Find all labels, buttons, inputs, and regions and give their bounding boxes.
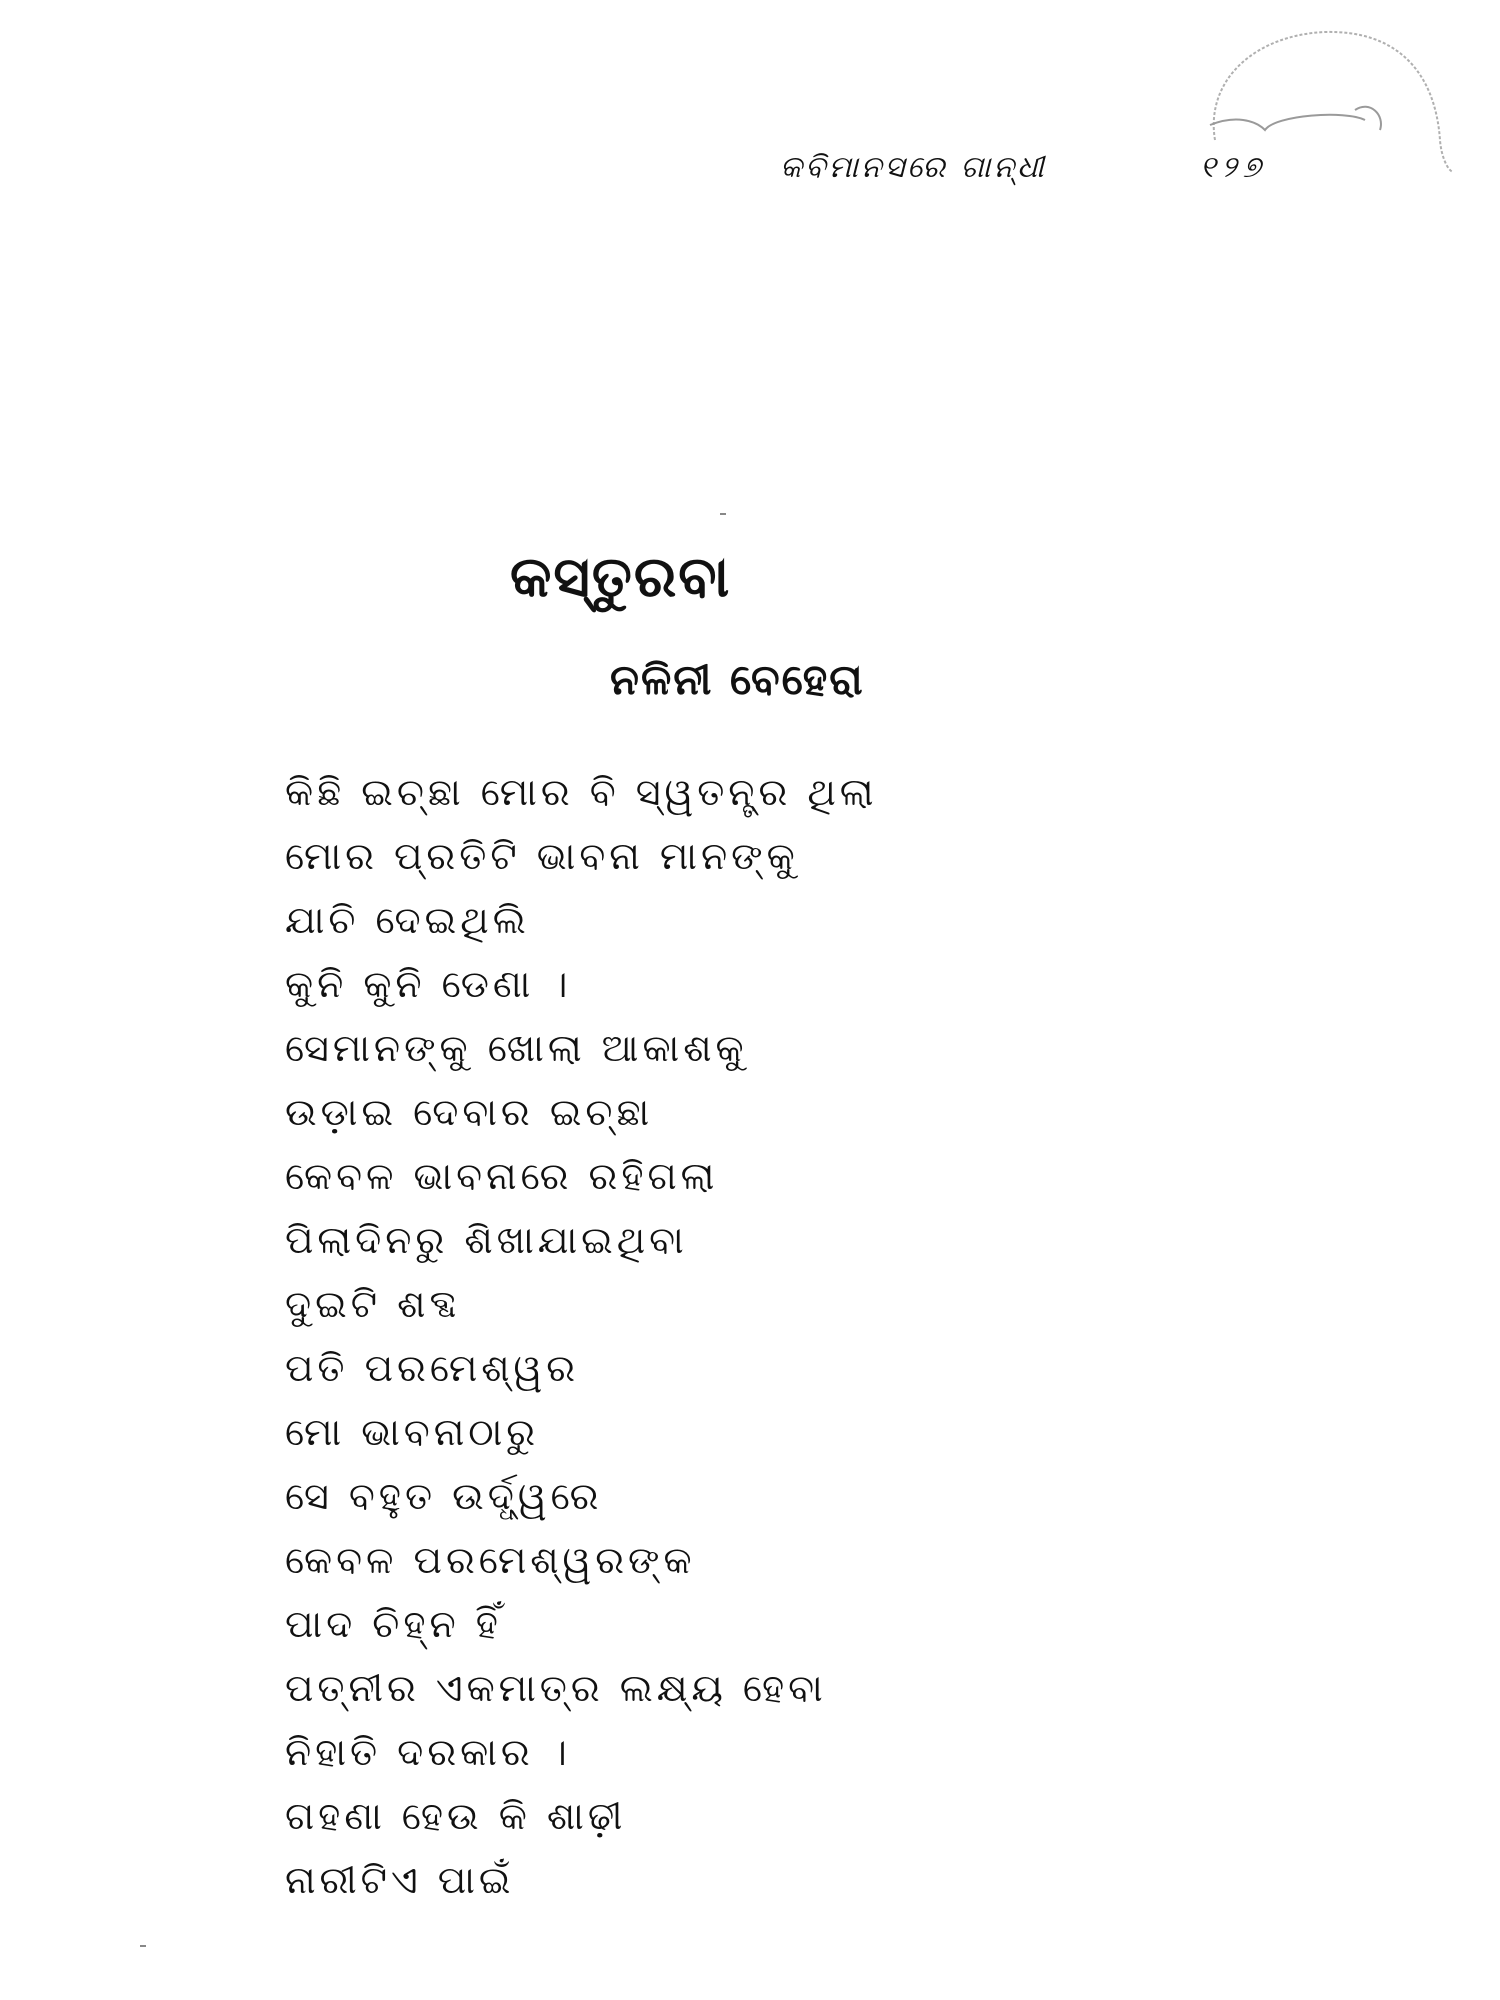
poem-line: ପତି ପରମେଶ୍ୱର [285,1346,580,1390]
poem-line: ଦୁଇଟି ଶବ୍ଦ [285,1282,461,1326]
poem-line: ନିହାତି ଦରକାର । [285,1730,571,1774]
poem-line: କେବଳ ପରମେଶ୍ୱରଙ୍କ [285,1538,696,1582]
pencil-scribble-mark [1195,20,1455,190]
poem-line: କିଛି ଇଚ୍ଛା ମୋର ବି ସ୍ୱତନ୍ତ୍ର ଥିଲା [285,770,878,814]
poem-line: କେବଳ ଭାବନାରେ ରହିଗଲା [285,1154,719,1198]
poem-line: ପାଦ ଚିହ୍ନ ହିଁ [285,1602,502,1646]
poem-line: ମୋ ଭାବନାଠାରୁ [285,1410,540,1454]
scan-speck [140,1945,146,1947]
page-number: ୧୨୭ [1200,150,1267,185]
poem-body [285,760,1185,1912]
poem-title: କସ୍ତୁରବା [510,545,732,610]
poem-line: ପିଲାଦିନରୁ ଶିଖାଯାଇଥିବା [285,1218,688,1262]
poem-line: ଗହଣା ହେଉ କି ଶାଢ଼ୀ [285,1794,627,1838]
poem-line: କୁନି କୁନି ଡେଣା । [285,962,572,1006]
poem-line: ପତ୍ନୀର ଏକମାତ୍ର ଲକ୍ଷ୍ୟ ହେବା [285,1666,827,1710]
scan-speck [720,513,726,515]
book-title: କବିମାନସରେ ଗାନ୍ଧୀ [780,150,1047,185]
poem-line: ମୋର ପ୍ରତିଟି ଭାବନା ମାନଙ୍କୁ [285,834,799,878]
poem-line: ସେ ବହୁତ ଉର୍ଦ୍ଧ୍ୱରେ [285,1474,603,1518]
poem-line: ଯାଚି ଦେଇଥିଲି [285,898,530,942]
poem-line: ସେମାନଙ୍କୁ ଖୋଲା ଆକାଶକୁ [285,1026,748,1070]
poem-line: ନାରୀଟିଏ ପାଇଁ [285,1858,515,1902]
poem-author: ନଳିନୀ ବେହେରା [610,655,865,704]
poem-line: ଉଡ଼ାଇ ଦେବାର ଇଚ୍ଛା [285,1090,654,1134]
